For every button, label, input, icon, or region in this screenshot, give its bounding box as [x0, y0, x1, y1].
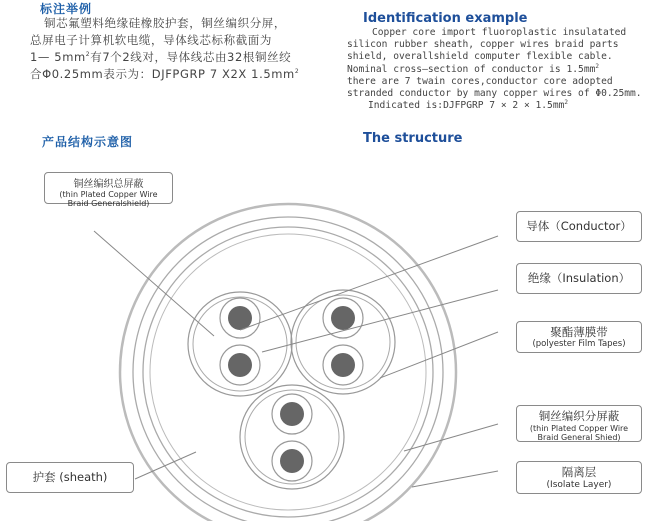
example-line-en-1: Copper core import fluoroplastic insulatated [372, 27, 627, 38]
example-line-en-4: Nominal cross—section of conductor is $1.5mm^2$ [347, 62, 599, 75]
conductor-core [331, 353, 355, 377]
example-line-cn-3: 1— $5mm^2$有7个2线对，导体线芯由32根铜丝绞 [30, 50, 292, 64]
conductor-core [331, 306, 355, 330]
structure-heading-cn: 产品结构示意图 [42, 135, 134, 149]
leader-isolate [412, 471, 498, 487]
example-line-en-6: stranded conductor by many copper wires of Φ0.25mm. [347, 88, 642, 99]
leader-insulation [262, 290, 498, 352]
conductor-core [280, 402, 304, 426]
structure-heading-en: The structure [363, 131, 463, 146]
label-isolate: 隔离层 (Isolate Layer) [516, 461, 642, 494]
label-conductor: 导体（Conductor） [516, 211, 642, 242]
conductor-core [228, 353, 252, 377]
leader-conductor [240, 236, 498, 330]
example-line-cn-4: 合Φ0.25mm表示为：DJFPGRP 7 X2X $1.5mm^2$ [30, 67, 300, 81]
example-line-cn-1: 铜芯氟塑料绝缘硅橡胶护套，铜丝编织分屏， [44, 16, 286, 30]
example-line-en-5: there are 7 twain cores,conductor core adopted [347, 76, 613, 87]
example-line-cn-2: 总屏电子计算机软电缆，导体线芯标称截面为 [30, 33, 272, 47]
label-overall-shield: 铜丝编织总屏蔽 (thin Plated Copper Wire Braid Generalshield) [44, 172, 173, 204]
label-insulation: 绝缘（Insulation） [516, 263, 642, 294]
conductor-core [280, 449, 304, 473]
label-pair-shield: 铜丝编织分屏蔽 (thin Plated Copper Wire Braid General Shied) [516, 405, 642, 442]
label-sheath: 护套 (sheath) [6, 462, 134, 493]
pair-bottom [240, 385, 344, 489]
label-polyester: 聚酯薄膜带 (polyester Film Tapes) [516, 321, 642, 353]
conductor-core [228, 306, 252, 330]
example-line-en-2: silicon rubber sheath, copper wires braid parts [347, 39, 619, 50]
pair-left [188, 292, 292, 396]
leader-pair-shield [404, 424, 498, 451]
example-line-en-7: Indicated is:DJFPGRP $7 \times 2 \times 1.5mm^2$ [368, 98, 569, 111]
example-heading-en: Identification example [363, 11, 528, 26]
example-line-en-3: shield, overallshield computer flexible cable. [347, 51, 613, 62]
example-heading-cn: 标注举例 [40, 2, 93, 16]
